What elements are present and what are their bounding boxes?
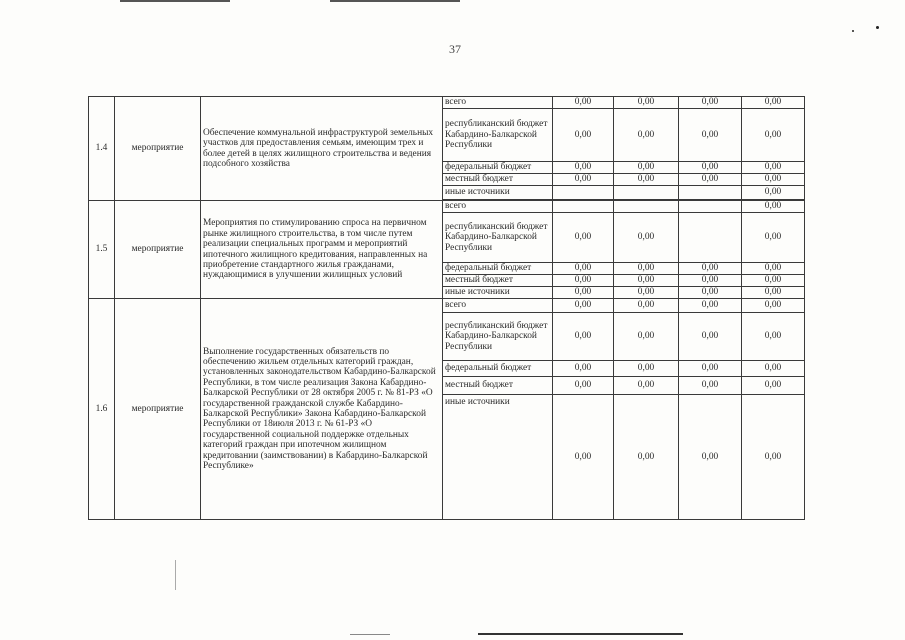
value-cell: 0,00 xyxy=(679,313,742,361)
value-cell: 0,00 xyxy=(742,299,805,313)
scan-margin-mark xyxy=(175,560,176,590)
value-cell: 0,00 xyxy=(742,313,805,361)
item-number: 1.6 xyxy=(89,299,115,520)
value-cell: 0,00 xyxy=(742,186,805,200)
funding-source: федеральный бюджет xyxy=(443,263,553,275)
funding-source: иные источники xyxy=(443,287,553,299)
scan-speck xyxy=(876,26,879,29)
value-cell: 0,00 xyxy=(679,395,742,520)
value-cell: 0,00 xyxy=(614,263,679,275)
value-cell: 0,00 xyxy=(614,275,679,287)
value-cell: 0,00 xyxy=(553,263,614,275)
scan-edge-mark xyxy=(120,0,230,2)
page-number: 37 xyxy=(449,42,461,56)
value-cell: 0,00 xyxy=(679,299,742,313)
table-row xyxy=(89,201,805,213)
value-cell: 0,00 xyxy=(679,174,742,186)
value-cell: 0,00 xyxy=(679,97,742,109)
item-type: мероприятие xyxy=(115,299,201,520)
value-cell: 0,00 xyxy=(614,299,679,313)
item-description: Мероприятия по стимулированию спроса на первичном рынке жилищного строительства, в том числе путем реализации специальных программ и мероприятий ипотечного жилищного кредитования, направленных на приобретение стандартного жилья гражданами, нуждающимися в улучшении жилищных условий xyxy=(201,201,443,299)
value-cell: 0,00 xyxy=(553,361,614,377)
item-description: Обеспечение коммунальной инфраструктурой земельных участков для предоставления семьям, имеющим трех и более детей в целях жилищного строительства и ведения подсобного хозяйства xyxy=(201,97,443,201)
funding-source: всего xyxy=(443,201,553,213)
value-cell: 0,00 xyxy=(553,377,614,395)
value-cell: 0,00 xyxy=(614,361,679,377)
value-cell: 0,00 xyxy=(742,97,805,109)
value-cell: 0,00 xyxy=(614,97,679,109)
funding-source: республиканский бюджет Кабардино-Балкарской Республики xyxy=(443,213,553,263)
item-number: 1.5 xyxy=(89,201,115,299)
value-cell xyxy=(679,186,742,200)
value-cell: 0,00 xyxy=(614,162,679,174)
funding-source: местный бюджет xyxy=(443,377,553,395)
item-number: 1.4 xyxy=(89,97,115,201)
value-cell: 0,00 xyxy=(614,213,679,263)
funding-source: иные источники xyxy=(443,186,553,200)
value-cell: 0,00 xyxy=(553,275,614,287)
funding-source: иные источники xyxy=(443,395,553,520)
item-type: мероприятие xyxy=(115,97,201,201)
value-cell: 0,00 xyxy=(614,109,679,162)
value-cell: 0,00 xyxy=(742,213,805,263)
value-cell: 0,00 xyxy=(553,162,614,174)
value-cell: 0,00 xyxy=(679,263,742,275)
value-cell xyxy=(679,201,742,213)
value-cell: 0,00 xyxy=(553,299,614,313)
value-cell: 0,00 xyxy=(742,201,805,213)
value-cell: 0,00 xyxy=(679,377,742,395)
funding-source: местный бюджет xyxy=(443,174,553,186)
value-cell: 0,00 xyxy=(679,275,742,287)
value-cell: 0,00 xyxy=(742,162,805,174)
item-description: Выполнение государственных обязательств по обеспечению жильем отдельных категорий граждан, установленных законодательством Кабардино-Балкарской Республики, в том числе реализация Закона Кабардино-Балкарской Республики от 28 октября 2005 г. № 81-РЗ «О государственной гражданской службе Кабардино-Балкарской Республики» Закона Кабардино-Балкарской Республики от 18июля 2013 г. № 61-РЗ «О государственной социальной поддержке отдельных категорий граждан при ипотечном жилищном кредитовании (заимствовании) в Кабардино-Балкарской Республике» xyxy=(201,299,443,520)
value-cell: 0,00 xyxy=(614,174,679,186)
value-cell: 0,00 xyxy=(553,287,614,299)
table-row xyxy=(89,299,805,313)
value-cell: 0,00 xyxy=(679,109,742,162)
scan-bottom-mark xyxy=(350,634,390,635)
table-row xyxy=(89,97,805,109)
value-cell: 0,00 xyxy=(742,287,805,299)
funding-source: всего xyxy=(443,299,553,313)
funding-source: федеральный бюджет xyxy=(443,361,553,377)
value-cell: 0,00 xyxy=(553,313,614,361)
value-cell: 0,00 xyxy=(742,377,805,395)
value-cell: 0,00 xyxy=(553,109,614,162)
value-cell xyxy=(679,213,742,263)
value-cell: 0,00 xyxy=(742,361,805,377)
item-type: мероприятие xyxy=(115,201,201,299)
value-cell: 0,00 xyxy=(742,109,805,162)
funding-source: местный бюджет xyxy=(443,275,553,287)
value-cell xyxy=(614,201,679,213)
scan-bottom-mark xyxy=(478,633,683,635)
value-cell: 0,00 xyxy=(614,377,679,395)
value-cell xyxy=(614,186,679,200)
value-cell: 0,00 xyxy=(742,174,805,186)
value-cell: 0,00 xyxy=(553,395,614,520)
value-cell: 0,00 xyxy=(553,97,614,109)
funding-source: федеральный бюджет xyxy=(443,162,553,174)
value-cell: 0,00 xyxy=(742,263,805,275)
scan-edge-mark xyxy=(330,0,460,2)
funding-source: всего xyxy=(443,97,553,109)
value-cell: 0,00 xyxy=(679,361,742,377)
value-cell xyxy=(553,201,614,213)
value-cell: 0,00 xyxy=(679,162,742,174)
value-cell: 0,00 xyxy=(614,395,679,520)
value-cell: 0,00 xyxy=(614,313,679,361)
value-cell xyxy=(553,186,614,200)
value-cell: 0,00 xyxy=(742,395,805,520)
value-cell: 0,00 xyxy=(614,287,679,299)
value-cell: 0,00 xyxy=(742,275,805,287)
scan-speck xyxy=(852,30,854,32)
funding-table xyxy=(88,96,805,520)
value-cell: 0,00 xyxy=(553,213,614,263)
value-cell: 0,00 xyxy=(679,287,742,299)
value-cell: 0,00 xyxy=(553,174,614,186)
funding-source: республиканский бюджет Кабардино-Балкарской Республики xyxy=(443,313,553,361)
funding-source: республиканский бюджет Кабардино-Балкарской Республики xyxy=(443,109,553,162)
